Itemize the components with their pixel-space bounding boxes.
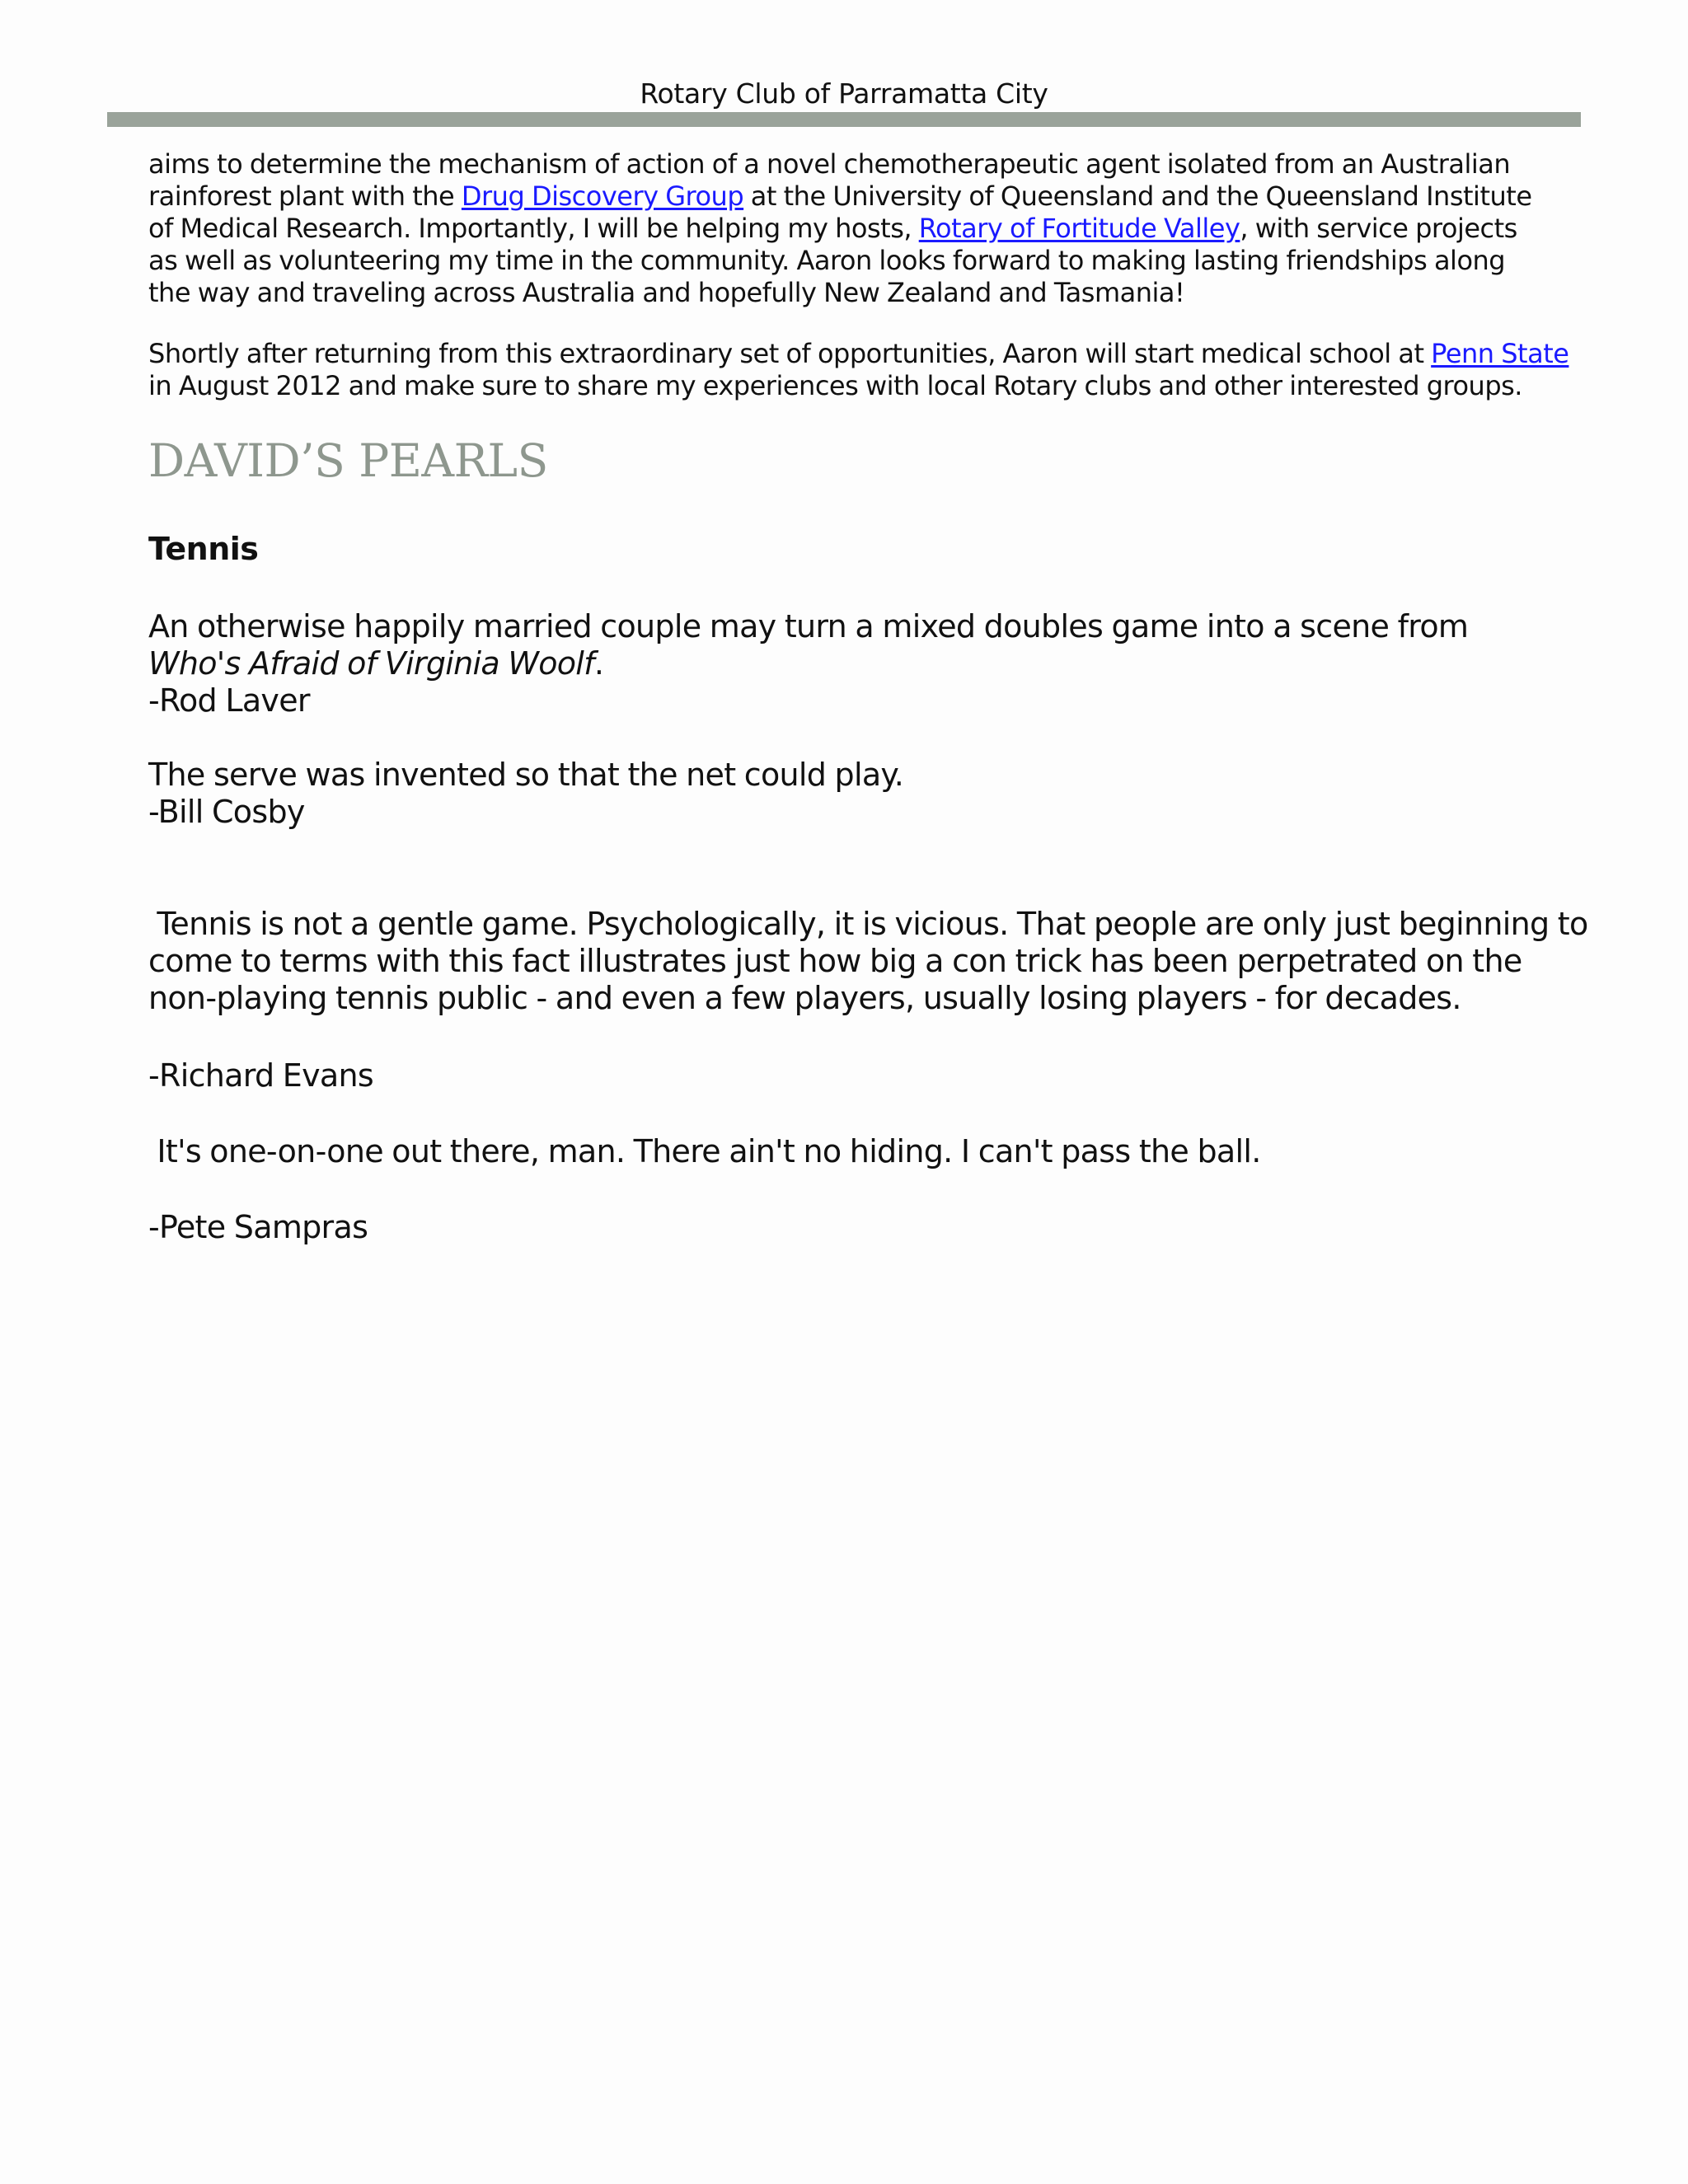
text-line <box>148 180 1532 213</box>
quote-author: -Bill Cosby <box>148 794 305 830</box>
text-line: the way and traveling across Australia and hopefully New Zealand and Tasmania! <box>148 277 1185 308</box>
text-segment: , with service projects <box>1240 213 1517 244</box>
article-paragraph-2 <box>148 338 1568 402</box>
rotary-fortitude-valley-link[interactable]: Rotary of Fortitude Valley <box>918 213 1240 244</box>
quote-author: -Richard Evans <box>148 1057 373 1094</box>
quote-rod-laver <box>148 608 1468 719</box>
quote-text: The serve was invented so that the net could play. <box>148 757 904 793</box>
text-segment: . <box>593 645 604 682</box>
quote-author: -Rod Laver <box>148 682 310 719</box>
header-divider <box>107 112 1581 127</box>
quote-pete-sampras <box>148 1133 1261 1170</box>
article-paragraph-1 <box>148 148 1532 309</box>
text-segment: of Medical Research. Importantly, I will be helping my hosts, <box>148 213 919 244</box>
topic-heading: Tennis <box>148 531 259 567</box>
text-line: aims to determine the mechanism of action of a novel chemotherapeutic agent isolated from an Australian <box>148 148 1511 180</box>
quote-author-block <box>148 1057 373 1094</box>
text-segment: Shortly after returning from this extraordinary set of opportunities, Aaron will start medical school at <box>148 338 1432 369</box>
quote-author-block <box>148 1209 368 1246</box>
drug-discovery-group-link[interactable]: Drug Discovery Group <box>461 180 744 212</box>
quote-bill-cosby <box>148 757 903 831</box>
text-segment: at the University of Queensland and the Queensland Institute <box>743 180 1532 212</box>
quote-richard-evans <box>148 906 1588 1017</box>
quote-text: Tennis is not a gentle game. Psychologically, it is vicious. That people are only just beginning to <box>148 906 1588 942</box>
text-line: in August 2012 and make sure to share my experiences with local Rotary clubs and other interested groups. <box>148 370 1522 401</box>
quote-author: -Pete Sampras <box>148 1209 368 1245</box>
section-heading: DAVID’S PEARLS <box>148 434 548 487</box>
quote-text <box>148 645 1468 682</box>
quote-italic-title: Who's Afraid of Virginia Woolf <box>148 645 594 682</box>
penn-state-link[interactable]: Penn State <box>1431 338 1569 369</box>
text-line: as well as volunteering my time in the community. Aaron looks forward to making lasting friendships along <box>148 245 1506 276</box>
page-header-title: Rotary Club of Parramatta City <box>640 77 1048 110</box>
text-segment: rainforest plant with the <box>148 180 462 212</box>
text-line <box>148 213 1532 245</box>
quote-text: non-playing tennis public - and even a few players, usually losing players - for decades. <box>148 980 1461 1016</box>
quote-text: An otherwise happily married couple may turn a mixed doubles game into a scene from <box>148 608 1469 644</box>
text-line <box>148 338 1568 370</box>
quote-text: It's one-on-one out there, man. There ain't no hiding. I can't pass the ball. <box>148 1133 1261 1169</box>
quote-text: come to terms with this fact illustrates just how big a con trick has been perpetrated on the <box>148 943 1522 979</box>
